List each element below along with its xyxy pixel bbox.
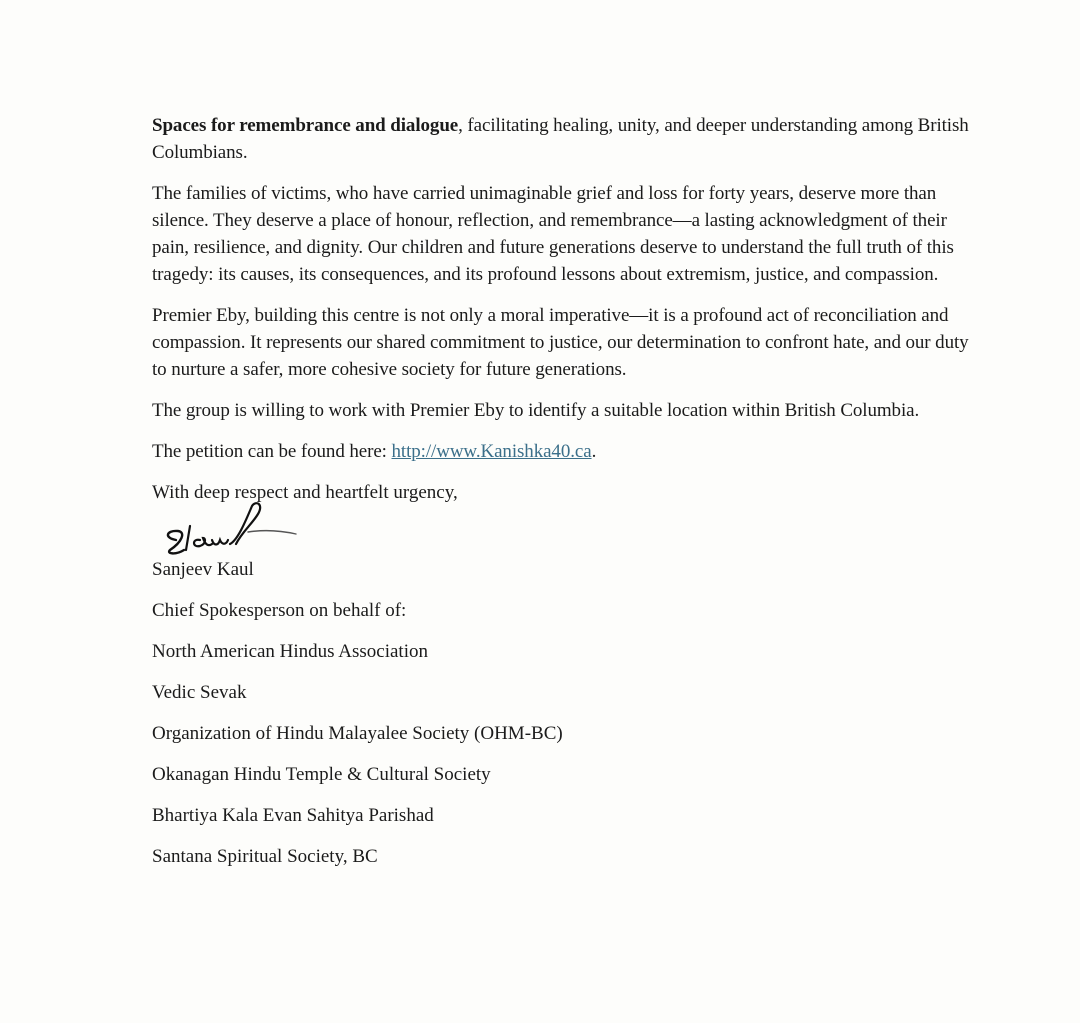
signer-name: Sanjeev Kaul xyxy=(152,559,254,580)
paragraph-petition xyxy=(152,438,980,465)
paragraph-location: The group is willing to work with Premier Eby to identify a suitable location within British Columbia. xyxy=(152,400,920,421)
paragraph-text: , facilitating healing, unity, and deeper understanding among British Columbians. xyxy=(152,115,969,163)
paragraph-premier: Premier Eby, building this centre is not only a moral imperative—it is a profound act of reconciliation and compassion. It represents our shared commitment to justice, our determination to confront hate, and our duty to nurture a safer, more cohesive society for future generations. xyxy=(152,305,969,380)
petition-prefix: The petition can be found here: xyxy=(152,441,392,462)
organization-item: North American Hindus Association xyxy=(152,641,428,662)
paragraph-remembrance xyxy=(152,112,980,166)
organization-item: Bhartiya Kala Evan Sahitya Parishad xyxy=(152,805,434,826)
petition-suffix: . xyxy=(591,441,597,462)
paragraph-families: The families of victims, who have carried unimaginable grief and loss for forty years, deserve more than silence. They deserve a place of honour, reflection, and remembrance—a lasting acknowledgment of their pain, resilience, and dignity. Our children and future generations deserve to understand the full truth of this tragedy: its causes, its consequences, and its profound lessons about extremism, justice, and compassion. xyxy=(152,183,954,285)
signer-title: Chief Spokesperson on behalf of: xyxy=(152,600,407,621)
petition-link[interactable]: http://www.Kanishka40.ca xyxy=(391,441,592,462)
organization-item: Okanagan Hindu Temple & Cultural Society xyxy=(152,764,491,785)
organization-item: Organization of Hindu Malayalee Society (OHM-BC) xyxy=(152,723,563,744)
closing-line: With deep respect and heartfelt urgency, xyxy=(152,482,458,503)
handwritten-signature xyxy=(156,500,306,562)
organization-item: Santana Spiritual Society, BC xyxy=(152,846,378,867)
paragraph-bold-lead: Spaces for remembrance and dialogue xyxy=(152,115,459,136)
organization-item: Vedic Sevak xyxy=(152,682,247,703)
